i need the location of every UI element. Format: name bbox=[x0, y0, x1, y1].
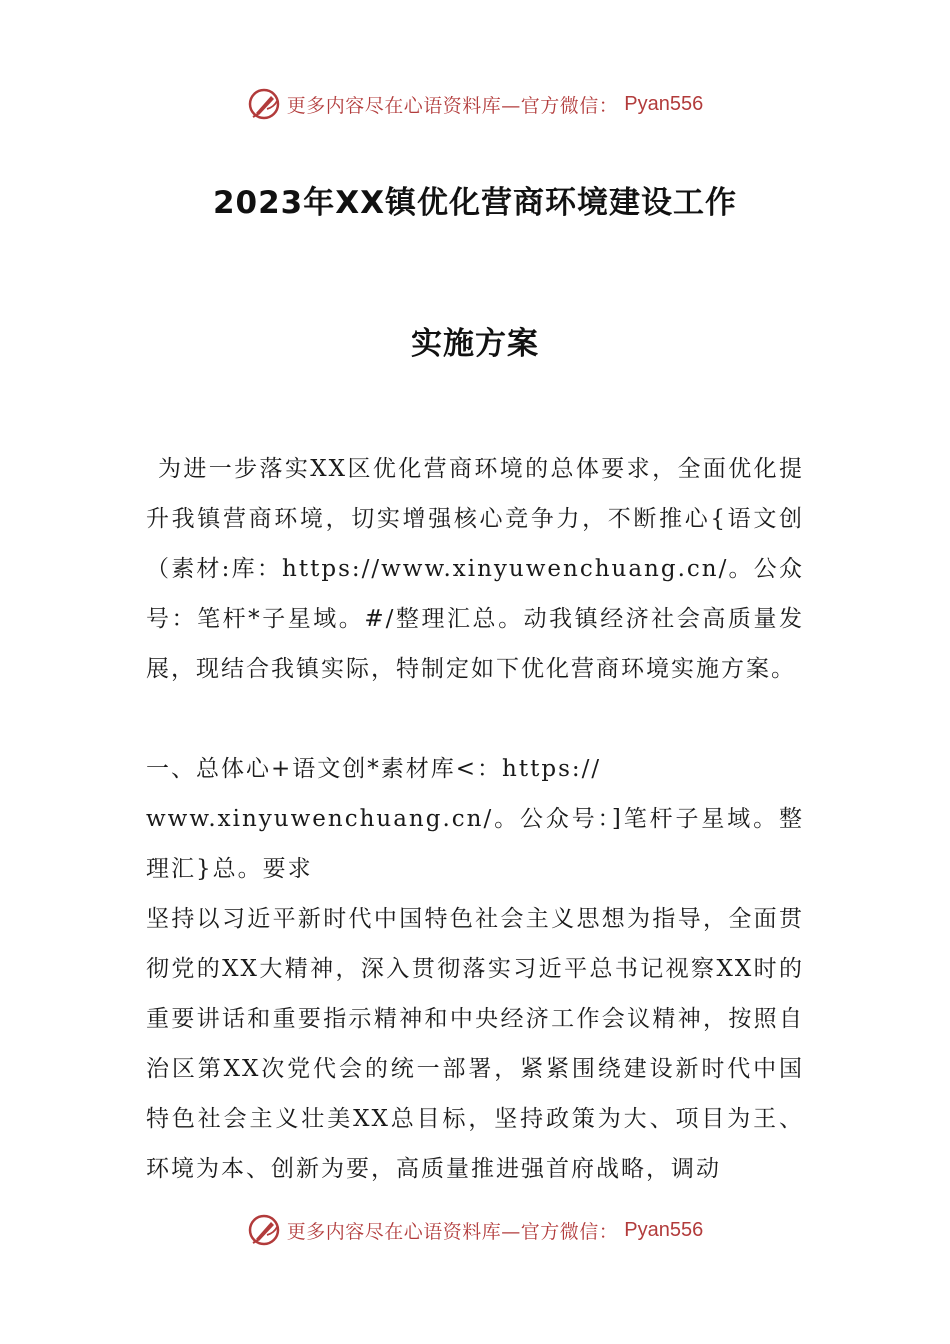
banner-wechat-id: Pyan556 bbox=[624, 92, 704, 115]
section1-heading-continued: www.xinyuwenchuang.cn/。公众号：]笔杆子星域。整理汇}总。要求 bbox=[146, 806, 804, 882]
pen-logo-icon bbox=[247, 87, 281, 121]
banner-text: 更多内容尽在心语资料库—官方微信： bbox=[286, 94, 619, 117]
document-title-line1: 2023年XX镇优化营商环境建设工作 bbox=[212, 185, 738, 221]
intro-paragraph: 为进一步落实XX区优化营商环境的总体要求，全面优化提升我镇营商环境，切实增强核心竞争力，不断推心{语文创（素材:库：https://www.xinyuwenchuang.cn/。公众号：笔杆*子星域。#/整理汇总。动我镇经济社会高质量发展，现结合我镇实际，特制定如下优化营商环境实施方案。 bbox=[146, 456, 804, 682]
banner-wechat-id: Pyan556 bbox=[624, 1218, 704, 1241]
header-banner bbox=[0, 84, 950, 124]
document-body bbox=[146, 444, 804, 1194]
section1-heading: 一、总体心+语文创*素材库<：https:// bbox=[146, 756, 602, 782]
footer-banner bbox=[0, 1210, 950, 1250]
pen-logo-icon bbox=[247, 1213, 281, 1247]
section1-body-paragraph: 坚持以习近平新时代中国特色社会主义思想为指导，全面贯彻党的XX大精神，深入贯彻落实习近平总书记视察XX时的重要讲话和重要指示精神和中央经济工作会议精神，按照自治区第XX次党代会的统一部署，紧紧围绕建设新时代中国特色社会主义壮美XX总目标，坚持政策为大、项目为王、环境为本、创新为要，高质量推进强首府战略，调动 bbox=[146, 906, 804, 1182]
document-title-line2: 实施方案 bbox=[411, 326, 539, 362]
banner-text: 更多内容尽在心语资料库—官方微信： bbox=[286, 1220, 619, 1243]
